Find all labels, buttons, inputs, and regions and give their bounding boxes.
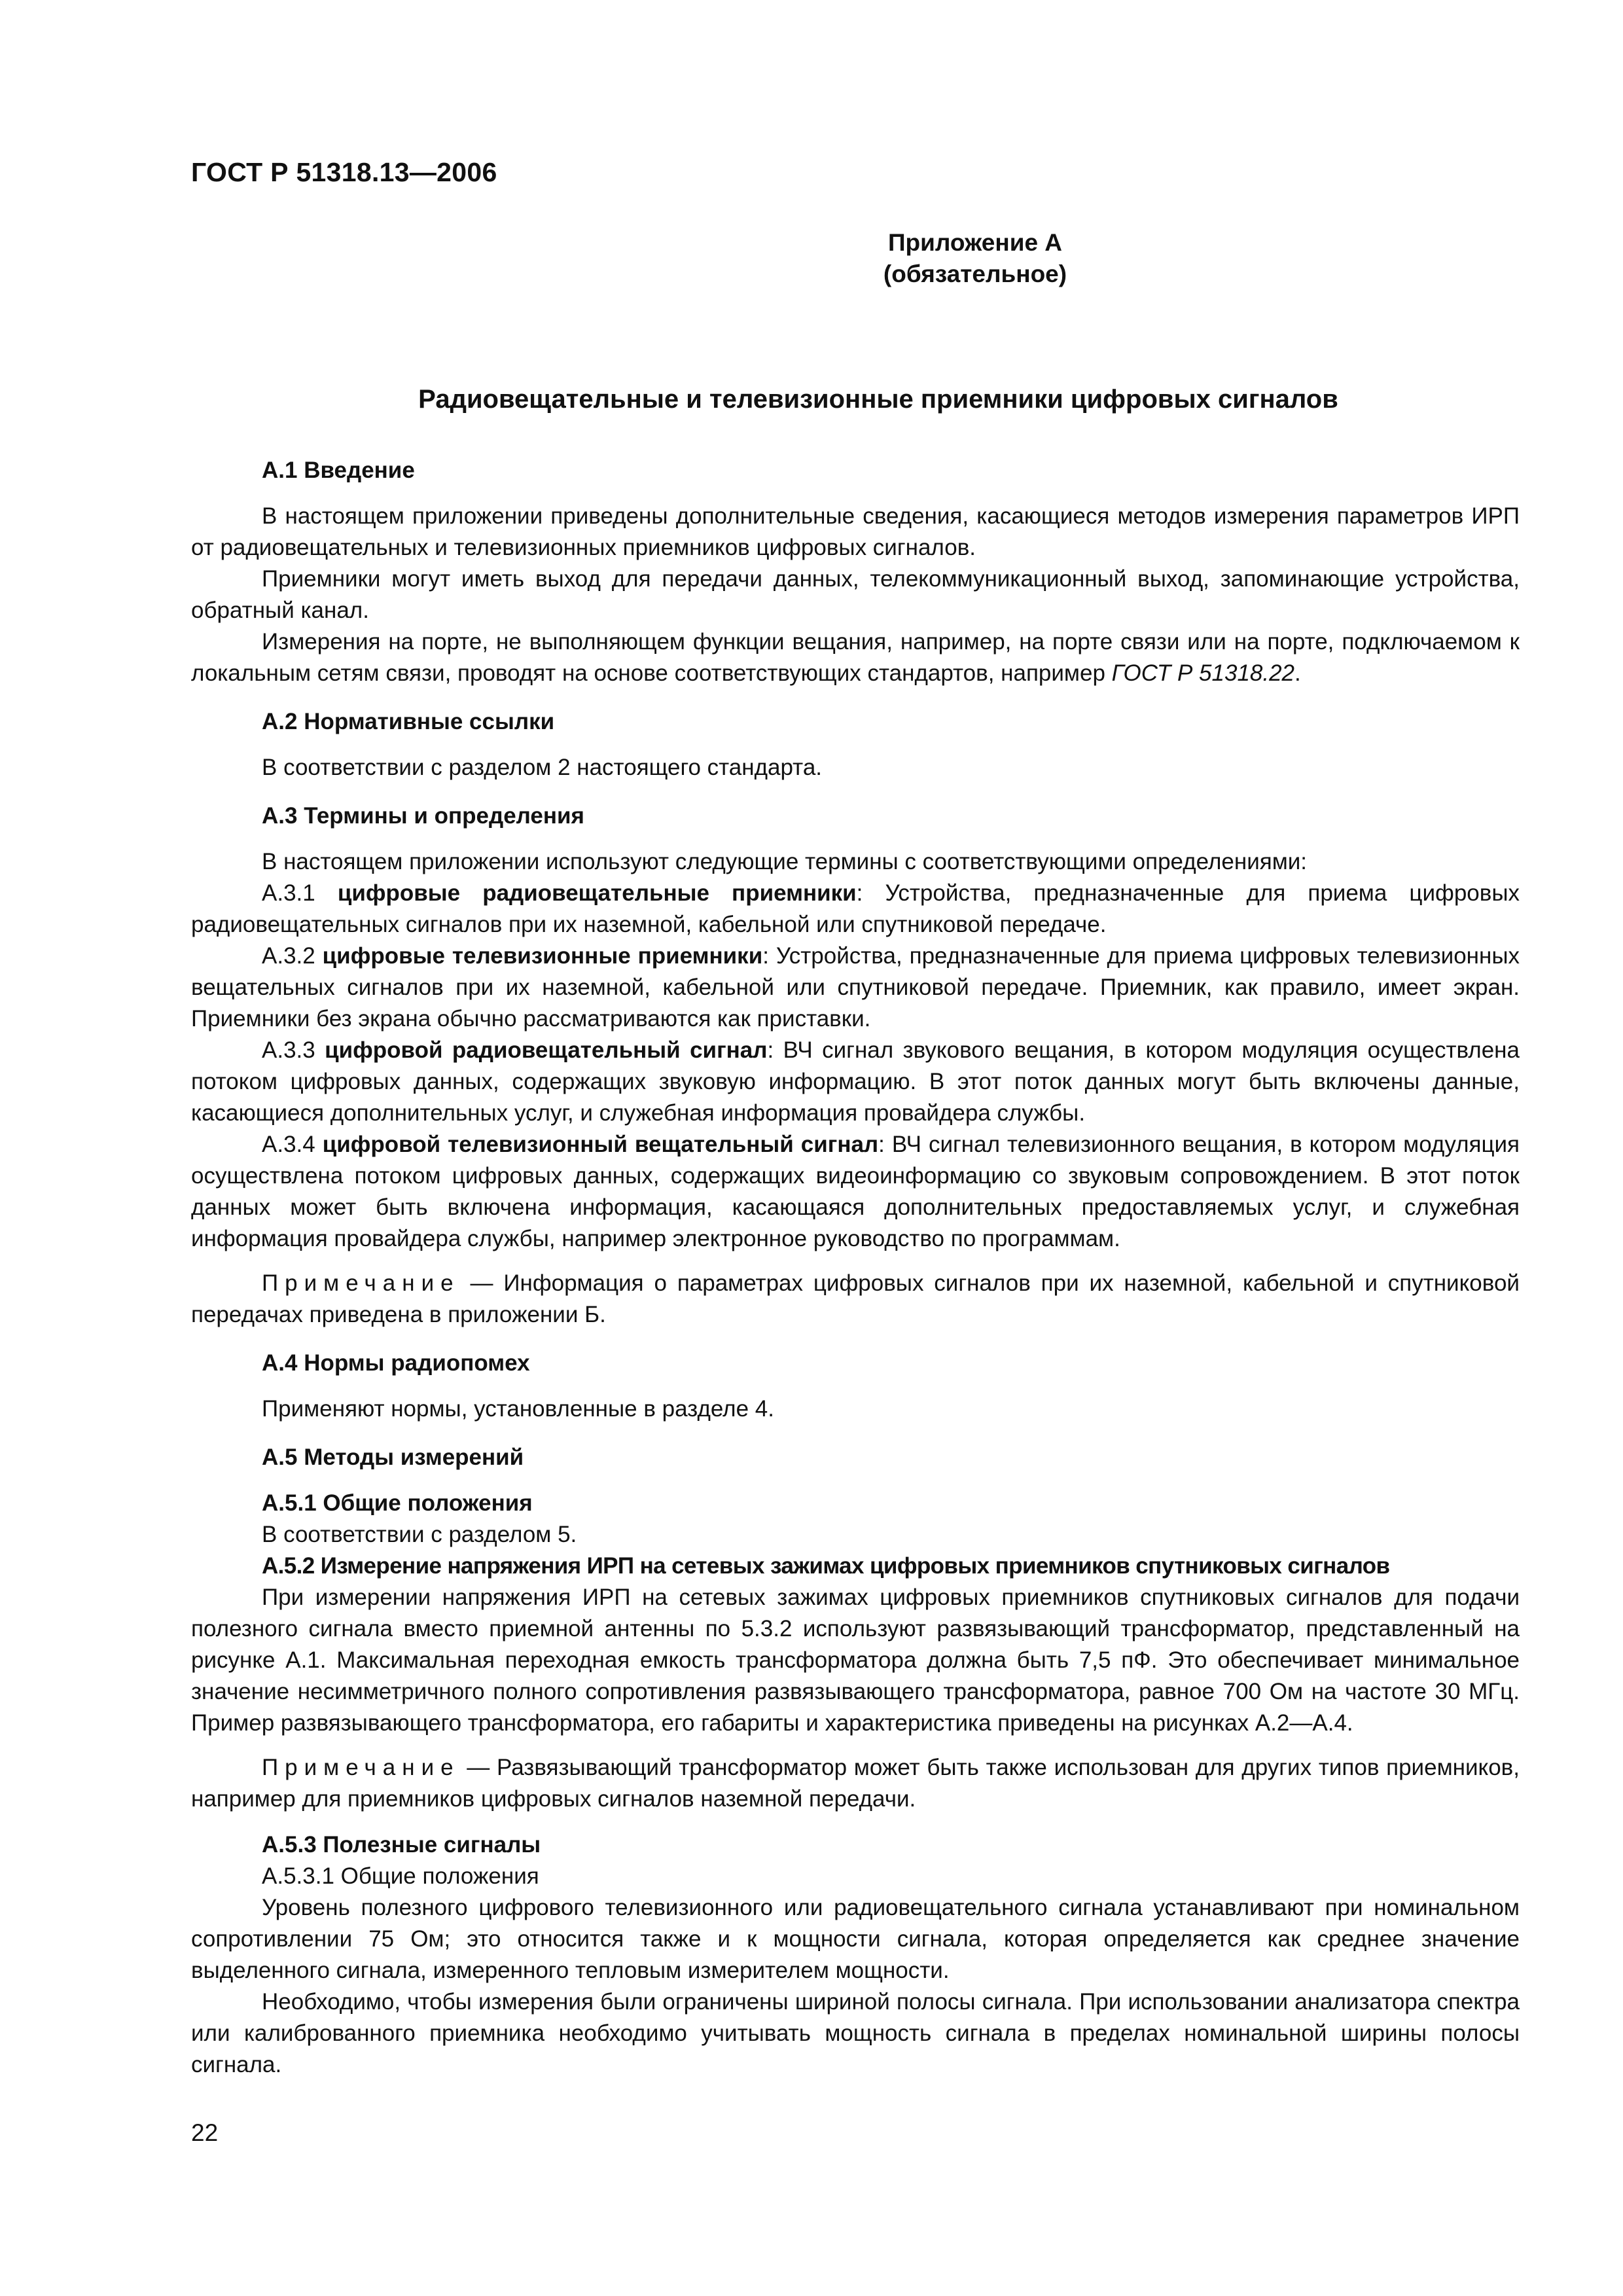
appendix-status: (обязательное) [883,260,1067,287]
definition: : Устройства, предназначенные для приема цифровых радиовещательных сигналов при их наземной, кабельной или спутниковой передаче. [191,880,1520,937]
paragraph: При измерении напряжения ИРП на сетевых зажимах цифровых приемников спутниковых сигналов для подачи полезного сигнала вместо приемной антенны по 5.3.2 используют развязывающий трансформатор, представленный на рисунке А.1. Максимальная переходная емкость трансформатора должна быть 7,5 пФ. Это обеспечивает минимальное значение несимметричного полного сопротивления развязывающего трансформатора, равное 700 Ом на частоте 30 МГц. Пример развязывающего трансформатора, его габариты и характеристика приведены на рисунках А.2—А.4. [191,1585,1520,1736]
standard-designation: ГОСТ Р 51318.13—2006 [191,157,497,187]
note [191,1268,1520,1331]
note-label: Примечание [262,1270,460,1296]
paragraph: В соответствии с разделом 2 настоящего стандарта. [262,755,823,780]
standard-reference: ГОСТ Р 51318.22 [1111,660,1295,686]
paragraph [191,626,1520,689]
paragraph: Приемники могут иметь выход для передачи данных, телекоммуникационный выход, запоминающие устройства, обратный канал. [191,566,1520,623]
term-number: А.3.1 [262,880,338,906]
subsection-heading-a52: А.5.2 Измерение напряжения ИРП на сетевых зажимах цифровых приемников спутниковых сигналов [262,1553,1390,1579]
term-definition [191,878,1520,941]
paragraph: В настоящем приложении используют следующие термины с соответствующими определениями: [262,849,1308,874]
section-heading-a3: А.3 Термины и определения [262,803,584,829]
term-definition [191,1129,1520,1255]
section-heading-a4: А.4 Нормы радиопомех [262,1350,530,1376]
term: цифровой радиовещательный сигнал [325,1037,768,1063]
paragraph: В настоящем приложении приведены дополнительные сведения, касающиеся методов измерения параметров ИРП от радиовещательных и телевизионных приемников цифровых сигналов. [191,503,1520,560]
appendix-title: Радиовещательные и телевизионные приемники цифровых сигналов [418,385,1338,414]
appendix-label: Приложение А [887,229,1063,256]
term-number: А.3.3 [262,1037,325,1063]
paragraph: Применяют нормы, установленные в разделе 4. [262,1396,774,1422]
section-heading-a2: А.2 Нормативные ссылки [262,709,555,734]
term-number: А.3.4 [262,1132,323,1157]
term: цифровые радиовещательные приемники [337,880,857,906]
term-definition [191,1035,1520,1129]
note-text: — Информация о параметрах цифровых сигналов при их наземной, кабельной и спутниковой передачах приведена в приложении Б. [191,1270,1520,1327]
page-number: 22 [191,2119,219,2146]
paragraph-text: Измерения на порте, не выполняющем функции вещания, например, на порте связи или на порте, подключаемом к локальным сетям связи, проводят на основе соответствующих стандартов, например [191,629,1520,686]
paragraph: Необходимо, чтобы измерения были ограничены шириной полосы сигнала. При использовании анализатора спектра или калиброванного приемника необходимо учитывать мощность сигнала в пределах номинальной ширины полосы сигнала. [191,1989,1520,2077]
subsection-heading-a53: А.5.3 Полезные сигналы [262,1832,541,1857]
clause-heading: А.5.3.1 Общие положения [262,1863,539,1889]
section-heading-a1: А.1 Введение [262,457,415,483]
paragraph: В соответствии с разделом 5. [262,1522,577,1547]
definition: : ВЧ сигнал телевизионного вещания, в котором модуляция осуществлена потоком цифровых данных, содержащих видеоинформацию со звуковым сопровождением. В этот поток данных может быть включена информация, касающаяся дополнительных предоставляемых услуг, и служебная информация провайдера службы, например электронное руководство по программам. [191,1132,1520,1251]
note [191,1752,1520,1815]
note-label: Примечание [262,1755,460,1780]
definition: : ВЧ сигнал звукового вещания, в котором модуляция осуществлена потоком цифровых данных, содержащих звуковую информацию. В этот поток данных могут быть включены данные, касающиеся дополнительных услуг, и служебная информация провайдера службы. [191,1037,1520,1126]
note-text: — Развязывающий трансформатор может быть также использован для других типов приемников, например для приемников цифровых сигналов наземной передачи. [191,1755,1520,1812]
paragraph-text: . [1294,660,1301,686]
paragraph: Уровень полезного цифрового телевизионного или радиовещательного сигнала устанавливают при номинальном сопротивлении 75 Ом; это относится также и к мощности сигнала, которая определяется как среднее значение выделенного сигнала, измеренного тепловым измерителем мощности. [191,1895,1520,1983]
term: цифровые телевизионные приемники [322,943,763,969]
section-heading-a5: А.5 Методы измерений [262,1444,524,1470]
subsection-heading-a51: А.5.1 Общие положения [262,1490,533,1516]
term: цифровой телевизионный вещательный сигнал [322,1132,879,1157]
definition: : Устройства, предназначенные для приема цифровых телевизионных вещательных сигналов при их наземной, кабельной или спутниковой передаче. Приемник, как правило, имеет экран. Приемники без экрана обычно рассматриваются как приставки. [191,943,1520,1031]
term-definition [191,941,1520,1035]
document-body [191,455,1520,2081]
term-number: А.3.2 [262,943,323,969]
